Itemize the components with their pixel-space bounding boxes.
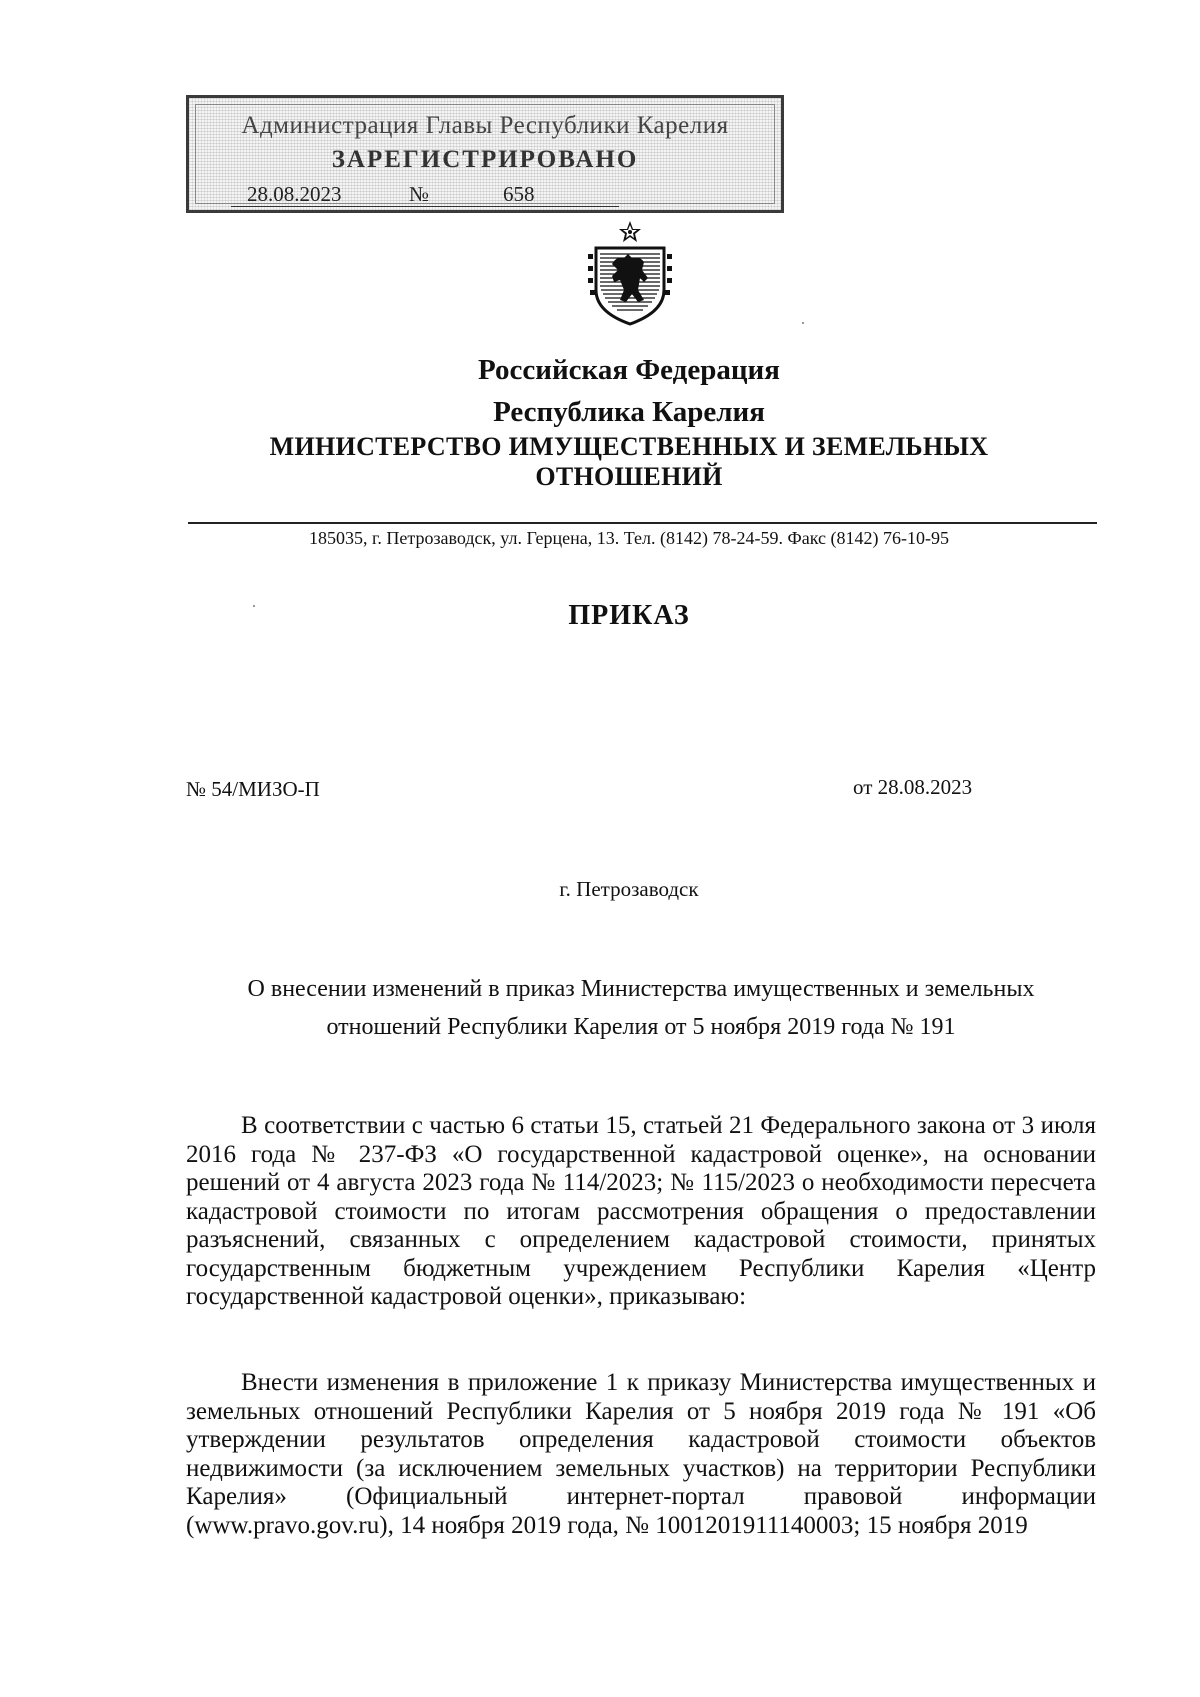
scan-speck — [802, 322, 804, 324]
order-city: г. Петрозаводск — [559, 877, 699, 901]
scan-speck — [253, 605, 255, 607]
ministry-address: 185035, г. Петрозаводск, ул. Герцена, 13. Тел. (8142) 78-24-59. Факс (8142) 76-10-95 — [309, 528, 949, 548]
registration-stamp — [186, 95, 784, 213]
country-name: Российская Федерация — [478, 354, 780, 386]
body-paragraph-1: В соответствии с частью 6 статьи 15, статьей 21 Федерального закона от 3 июля 2016 года № 237-ФЗ «О государственной кадастровой оценке», на основании решений от 4 августа 2023 года № 114/2023; № 115/2023 о необходимости пересчета кадастровой стоимости по итогам рассмотрения обращения о предоставлении разъяснений, связанных с определением кадастровой стоимости, принятых государственным бюджетным учреждением Республики Карелия «Центр государственной кадастровой оценки», приказываю: — [186, 1112, 1096, 1310]
order-subject-line1: О внесении изменений в приказ Министерства имущественных и земельных — [247, 976, 1035, 1002]
stamp-number-label: № — [409, 182, 430, 206]
stamp-organization: Администрация Главы Республики Карелия — [241, 112, 729, 139]
order-number: № 54/МИЗО-П — [186, 777, 320, 801]
stamp-status: ЗАРЕГИСТРИРОВАНО — [331, 146, 639, 173]
order-subject-line2: отношений Республики Карелия от 5 ноября 2019 года № 191 — [326, 1014, 956, 1040]
stamp-underline — [231, 206, 619, 207]
republic-name: Республика Карелия — [493, 396, 765, 428]
ministry-name-line1: МИНИСТЕРСТВО ИМУЩЕСТВЕННЫХ И ЗЕМЕЛЬНЫХ — [269, 432, 989, 461]
ministry-name-line2: ОТНОШЕНИЙ — [535, 462, 723, 491]
stamp-number: 658 — [503, 182, 535, 206]
order-date: от 28.08.2023 — [853, 775, 973, 799]
header-divider — [188, 522, 1097, 524]
karelia-coat-of-arms-icon — [582, 220, 678, 326]
body-paragraph-2: Внести изменения в приложение 1 к приказу Министерства имущественных и земельных отношений Республики Карелия от 5 ноября 2019 года № 191 «Об утверждении результатов определения кадастровой стоимости объектов недвижимости (за исключением земельных участков) на территории Республики Карелия» (Официальный интернет-портал правовой информации (www.pravo.gov.ru), 14 ноября 2019 года, № 1001201911140003; 15 ноября 2019 — [186, 1369, 1096, 1539]
order-title: ПРИКАЗ — [568, 600, 690, 631]
order-subject — [186, 970, 1096, 1046]
stamp-date: 28.08.2023 — [247, 182, 342, 206]
